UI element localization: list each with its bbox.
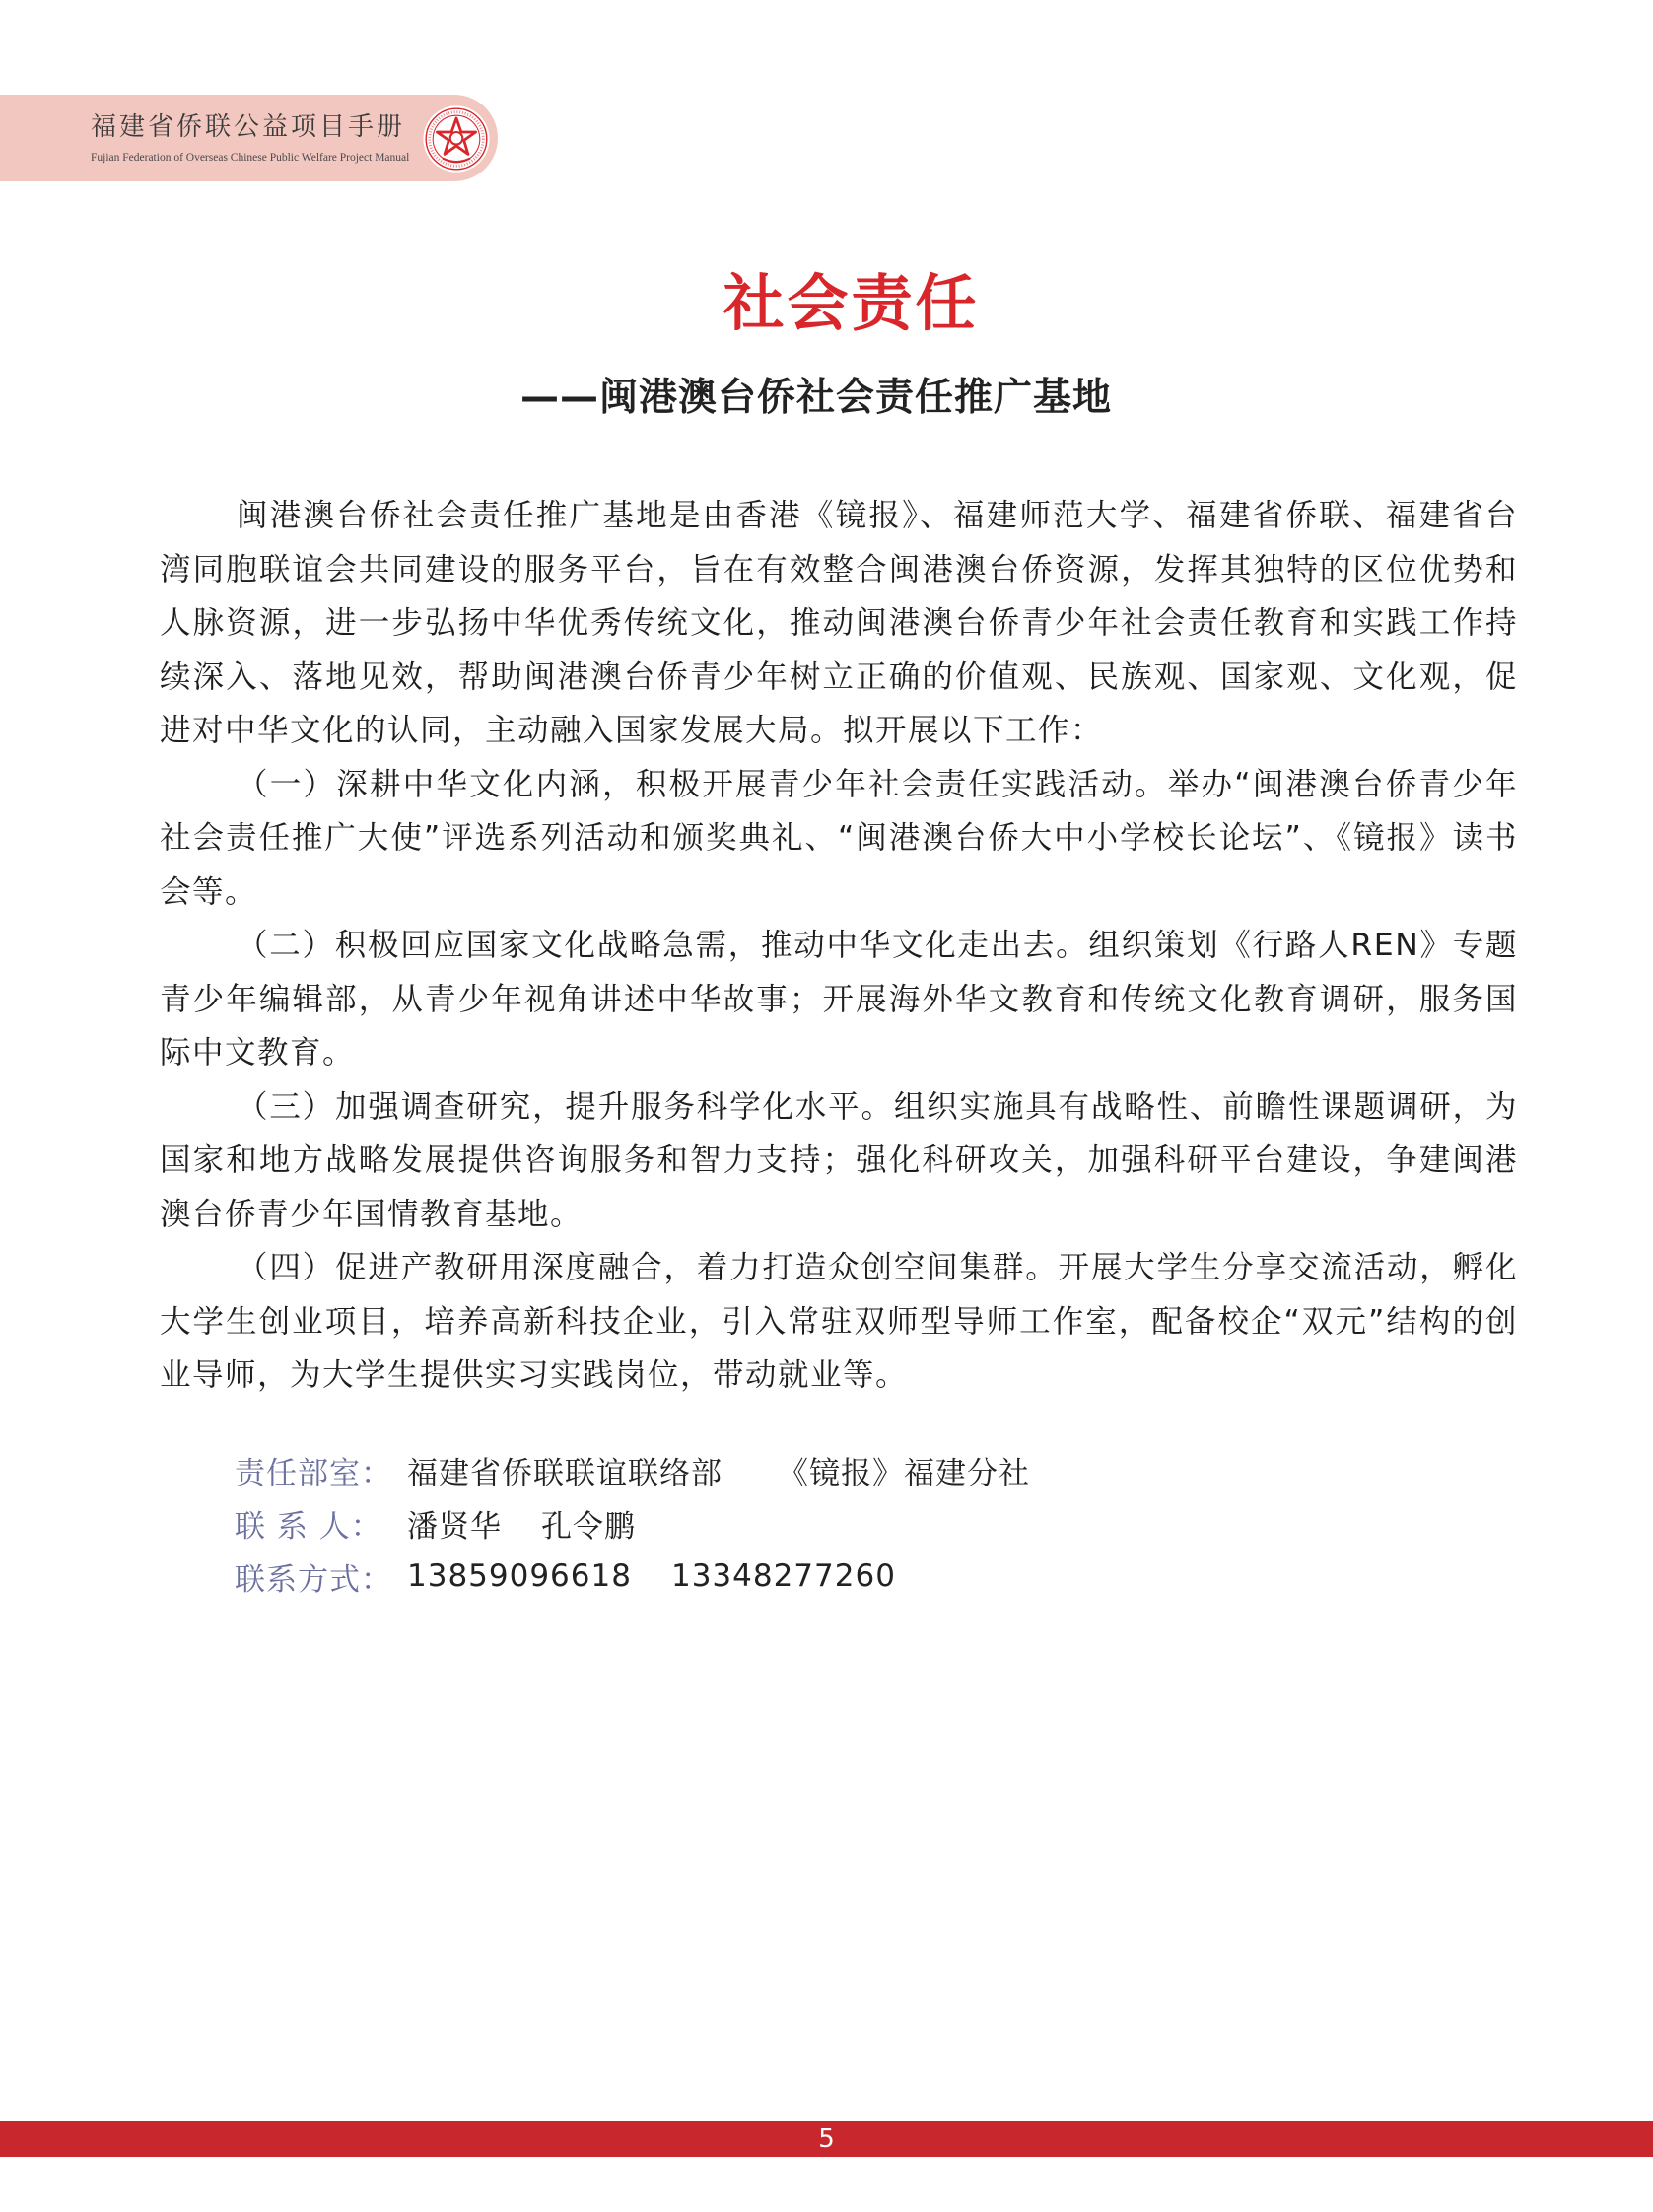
manual-subtitle: Fujian Federation of Overseas Chinese Public Welfare Project Manual [91,152,410,164]
contact-person-2: 孔令鹏 [541,1508,636,1545]
department-value-2: 《镜报》福建分社 [778,1455,1030,1491]
fujian-federation-overseas-chinese-emblem-icon [422,104,491,173]
phone-row [235,1550,1030,1603]
contact-person-1: 潘贤华 [407,1508,502,1545]
work-item-2: （二）积极回应国家文化战略急需，推动中华文化走出去。组织策划《行路人REN》专题青少年编辑部，从青少年视角讲述中华故事；开展海外华文教育和传统文化教育调研，服务国际中文教育。 [160,928,1518,1071]
department-value-1: 福建省侨联联谊联络部 [407,1455,723,1491]
page-subtitle: ——闽港澳台侨社会责任推广基地 [520,376,1113,420]
phone-number-2: 13348277260 [670,1558,896,1594]
work-item-1: （一）深耕中华文化内涵，积极开展青少年社会责任实践活动。举办“闽港澳台侨青少年社会责任推广大使”评选系列活动和颁奖典礼、“闽港澳台侨大中小学校长论坛”、《镜报》读书会等。 [160,766,1518,910]
department-row [235,1443,1030,1496]
intro-paragraph: 闽港澳台侨社会责任推广基地是由香港《镜报》、福建师范大学、福建省侨联、福建省台湾同胞联谊会共同建设的服务平台，旨在有效整合闽港澳台侨资源，发挥其独特的区位优势和人脉资源，进一步弘扬中华优秀传统文化，推动闽港澳台侨青少年社会责任教育和实践工作持续深入、落地见效，帮助闽港澳台侨青少年树立正确的价值观、民族观、国家观、文化观，促进对中华文化的认同，主动融入国家发展大局。拟开展以下工作： [160,498,1518,748]
department-label: 责任部室： [235,1455,392,1491]
phone-label: 联系方式： [235,1561,392,1598]
contact-info [235,1443,1030,1603]
page-title: 社会责任 [723,267,980,339]
contact-person-label: 联 系 人： [235,1508,382,1545]
contact-person-row [235,1496,1030,1550]
page-number: 5 [818,2124,835,2154]
manual-title: 福建省侨联公益项目手册 [91,112,406,142]
body-text [160,489,1518,1403]
work-item-4: （四）促进产教研用深度融合，着力打造众创空间集群。开展大学生分享交流活动，孵化大学生创业项目，培养高新科技企业，引入常驻双师型导师工作室，配备校企“双元”结构的创业导师，为大学生提供实习实践岗位，带动就业等。 [160,1250,1518,1393]
phone-number-1: 13859096618 [407,1558,632,1594]
work-item-3: （三）加强调查研究，提升服务科学化水平。组织实施具有战略性、前瞻性课题调研，为国家和地方战略发展提供咨询服务和智力支持；强化科研攻关，加强科研平台建设，争建闽港澳台侨青少年国情教育基地。 [160,1088,1518,1232]
